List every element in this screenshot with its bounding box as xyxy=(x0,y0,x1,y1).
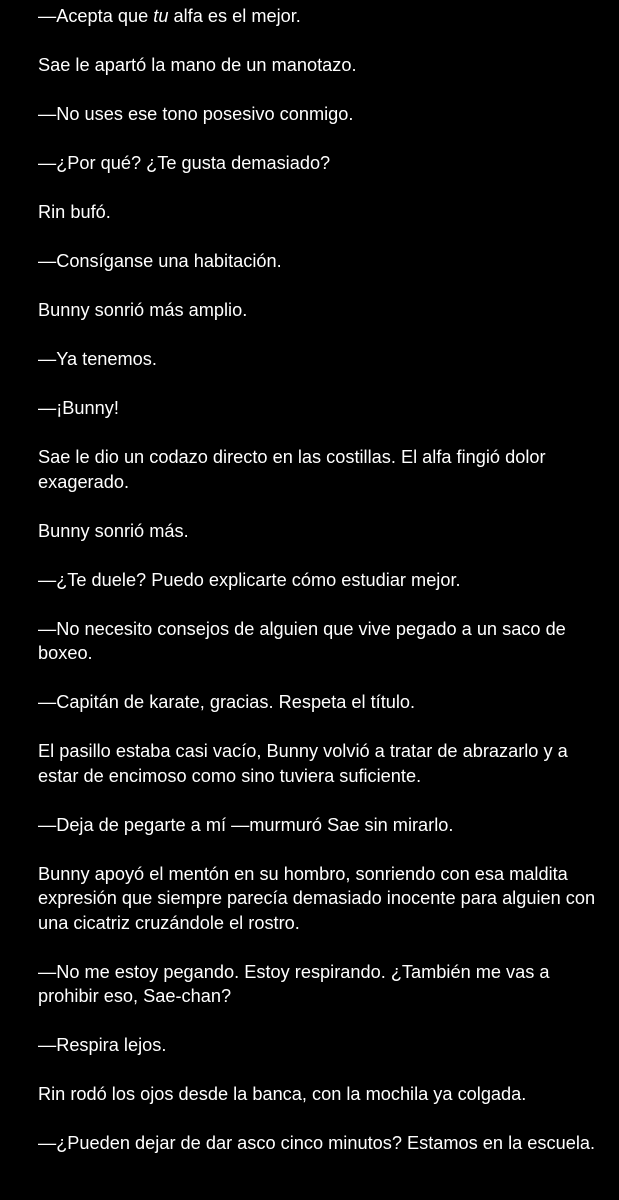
paragraph-3: —No uses ese tono posesivo conmigo. xyxy=(38,104,354,124)
paragraph-15: El pasillo estaba casi vacío, Bunny volvió a tratar de abrazarlo y a estar de encimoso como sino tuviera suficiente. xyxy=(38,741,568,786)
paragraph-2: Sae le apartó la mano de un manotazo. xyxy=(38,55,357,75)
paragraph-14: —Capitán de karate, gracias. Respeta el título. xyxy=(38,692,416,712)
story-text xyxy=(38,4,606,1180)
paragraph-9: —¡Bunny! xyxy=(38,398,119,418)
paragraph-17: Bunny apoyó el mentón en su hombro, sonriendo con esa maldita expresión que siempre parecía demasiado inocente para alguien con una cicatriz cruzándole el rostro. xyxy=(38,863,596,933)
paragraph-1 xyxy=(38,4,606,29)
paragraph-1-start: —Acepta que xyxy=(38,6,154,26)
paragraph-4: —¿Por qué? ¿Te gusta demasiado? xyxy=(38,153,331,173)
paragraph-13: —No necesito consejos de alguien que vive pegado a un saco de boxeo. xyxy=(38,618,566,663)
paragraph-21: —¿Pueden dejar de dar asco cinco minutos? Estamos en la escuela. xyxy=(38,1133,596,1153)
paragraph-20: Rin rodó los ojos desde la banca, con la mochila ya colgada. xyxy=(38,1084,527,1104)
paragraph-1-end: alfa es el mejor. xyxy=(168,6,301,26)
paragraph-6: —Consíganse una habitación. xyxy=(38,251,282,271)
paragraph-18: —No me estoy pegando. Estoy respirando. ¿También me vas a prohibir eso, Sae-chan? xyxy=(38,961,550,1006)
emphasis-tu: tu xyxy=(153,6,169,26)
paragraph-7: Bunny sonrió más amplio. xyxy=(38,300,248,320)
paragraph-5: Rin bufó. xyxy=(38,202,111,222)
paragraph-16: —Deja de pegarte a mí —murmuró Sae sin mirarlo. xyxy=(38,814,454,835)
paragraph-10: Sae le dio un codazo directo en las costillas. El alfa fingió dolor exagerado. xyxy=(38,447,546,492)
paragraph-12: —¿Te duele? Puedo explicarte cómo estudiar mejor. xyxy=(38,569,461,590)
paragraph-8: —Ya tenemos. xyxy=(38,349,157,369)
paragraph-11: Bunny sonrió más. xyxy=(38,520,189,541)
paragraph-19: —Respira lejos. xyxy=(38,1035,167,1055)
